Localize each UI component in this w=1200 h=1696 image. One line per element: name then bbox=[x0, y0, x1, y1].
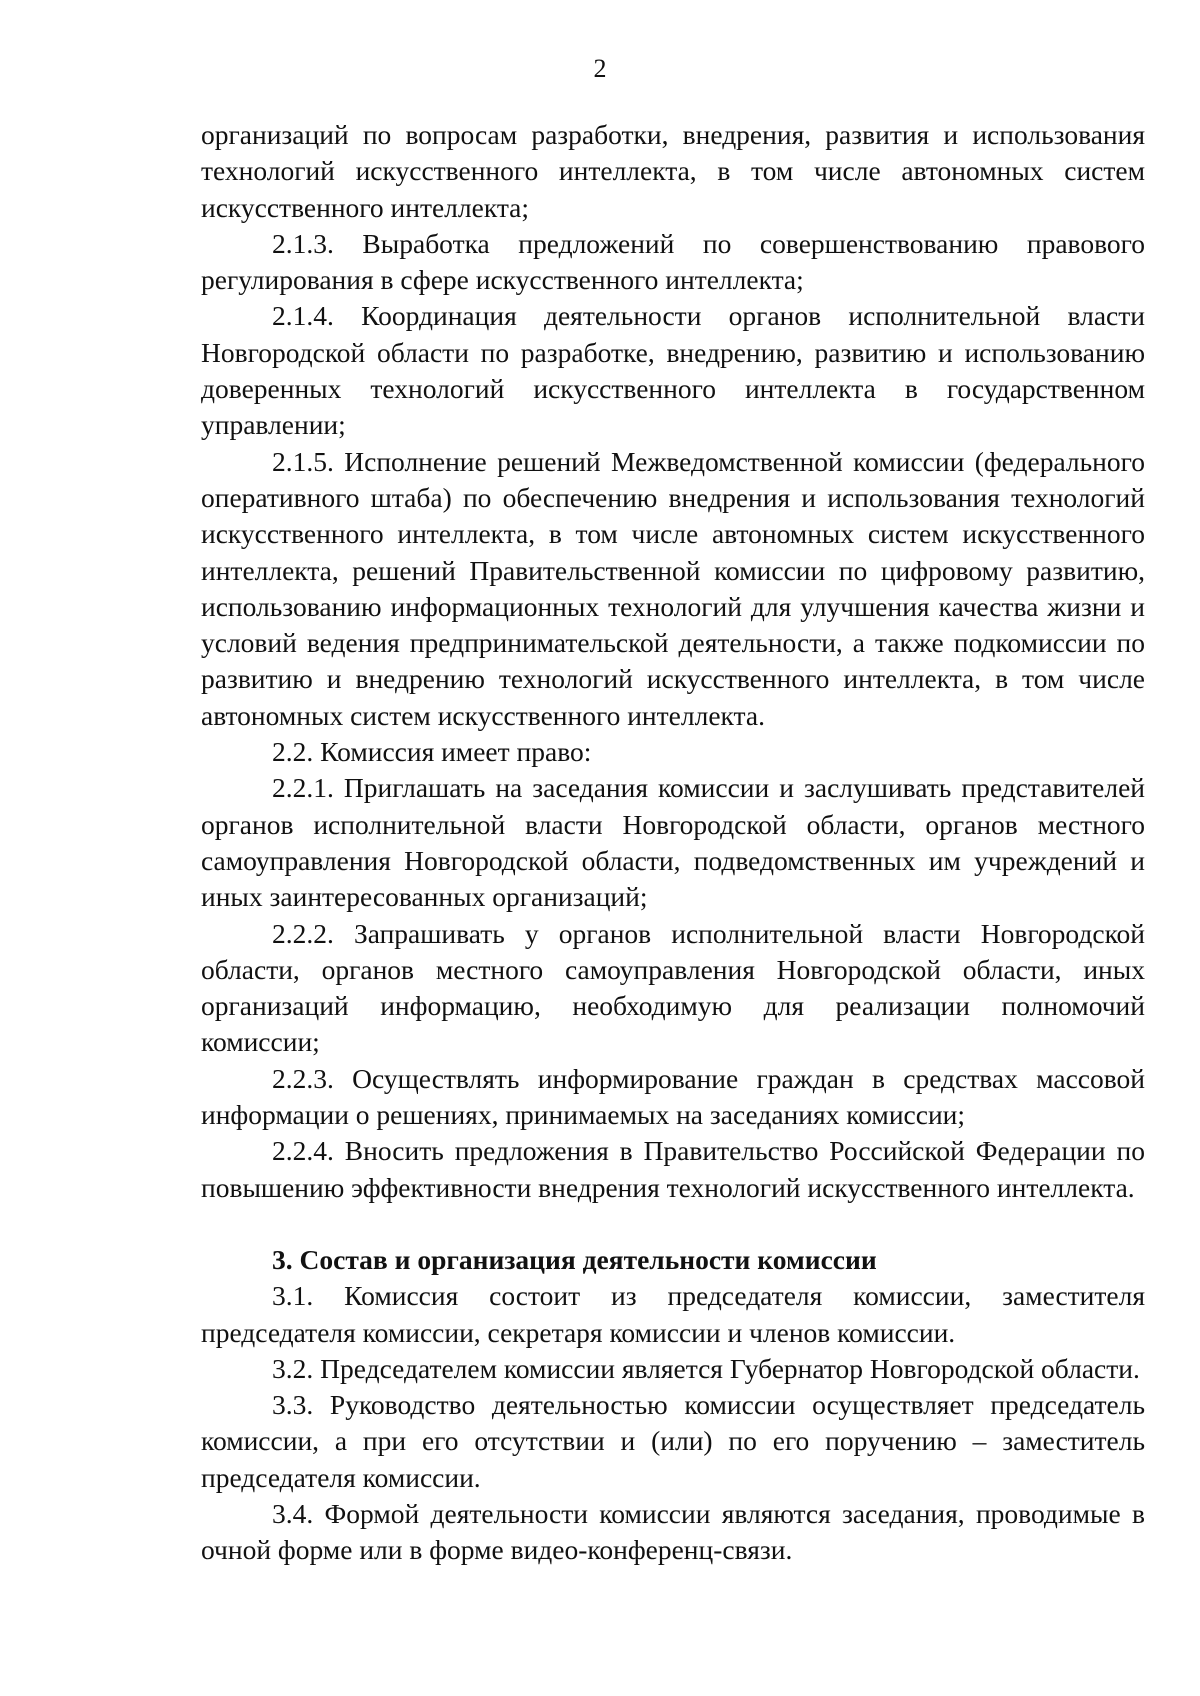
section-heading: 3. Состав и организация деятельности комиссии bbox=[272, 1243, 877, 1275]
paragraph-2-2-1: 2.2.1. Приглашать на заседания комиссии и заслушивать представителей органов исполнительной власти Новгородской области, органов местного самоуправления Новгородской области, подведомственных им учреждений и иных заинтересованных организаций; bbox=[201, 772, 1145, 913]
page-number: 2 bbox=[593, 54, 607, 83]
paragraph-continuation: организаций по вопросам разработки, внедрения, развития и использования технологий искусственного интеллекта, в том числе автономных систем искусственного интеллекта; bbox=[201, 119, 1145, 223]
paragraph-2-1-4: 2.1.4. Координация деятельности органов исполнительной власти Новгородской области по разработке, внедрению, развитию и использованию доверенных технологий искусственного интеллекта в государственном управлении; bbox=[201, 300, 1145, 441]
paragraph-2-2: 2.2. Комиссия имеет право: bbox=[272, 736, 592, 768]
paragraph-2-2-3: 2.2.3. Осуществлять информирование граждан в средствах массовой информации о решениях, принимаемых на заседаниях комиссии; bbox=[201, 1062, 1145, 1131]
section-spacer bbox=[201, 1206, 1145, 1242]
paragraph-3-4: 3.4. Формой деятельности комиссии являются заседания, проводимые в очной форме или в форме видео-конференц-связи. bbox=[201, 1497, 1145, 1566]
paragraph-3-2: 3.2. Председателем комиссии является Губернатор Новгородской области. bbox=[272, 1352, 1140, 1384]
paragraph-2-1-5: 2.1.5. Исполнение решений Межведомственной комиссии (федерального оперативного штаба) по обеспечению внедрения и использования технологий искусственного интеллекта, в том числе автономных систем искусственного интеллекта, решений Правительственной комиссии по цифровому развитию, использованию информационных технологий для улучшения качества жизни и условий ведения предпринимательской деятельности, а также подкомиссии по развитию и внедрению технологий искусственного интеллекта, в том числе автономных систем искусственного интеллекта. bbox=[201, 445, 1145, 731]
paragraph-2-1-3: 2.1.3. Выработка предложений по совершенствованию правового регулирования в сфере искусственного интеллекта; bbox=[201, 227, 1145, 296]
document-body bbox=[201, 117, 1145, 1569]
paragraph-3-3: 3.3. Руководство деятельностью комиссии осуществляет председатель комиссии, а при его отсутствии и (или) по его поручению – заместитель председателя комиссии. bbox=[201, 1389, 1145, 1493]
paragraph-2-2-4: 2.2.4. Вносить предложения в Правительство Российской Федерации по повышению эффективности внедрения технологий искусственного интеллекта. bbox=[201, 1135, 1145, 1203]
paragraph-3-1: 3.1. Комиссия состоит из председателя комиссии, заместителя председателя комиссии, секретаря комиссии и членов комиссии. bbox=[201, 1280, 1145, 1348]
paragraph-2-2-2: 2.2.2. Запрашивать у органов исполнительной власти Новгородской области, органов местного самоуправления Новгородской области, иных организаций информацию, необходимую для реализации полномочий комиссии; bbox=[201, 917, 1145, 1058]
